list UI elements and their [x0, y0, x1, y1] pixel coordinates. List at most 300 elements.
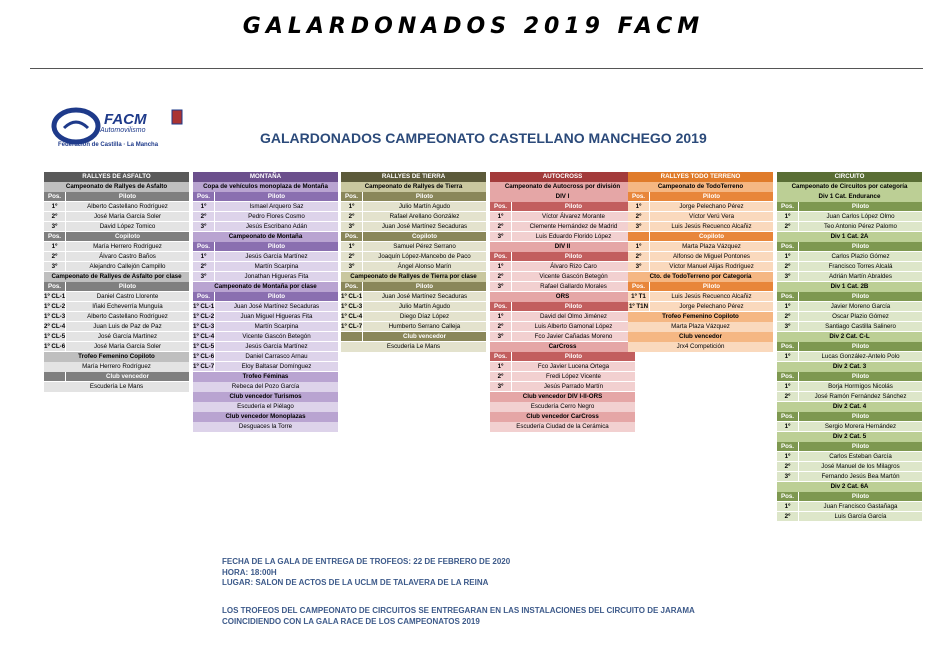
name: Jesús García Martínez	[245, 343, 308, 350]
section-title: DIV II	[490, 242, 635, 252]
name-header: Copiloto	[114, 233, 141, 240]
name: Juan Luis de Paz de Paz	[93, 323, 162, 330]
table-subheader	[44, 192, 189, 202]
name: Borja Hormigos Nicolás	[828, 383, 893, 390]
name: Julio Martín Agudo	[398, 303, 451, 310]
pos-header: Pos.	[777, 372, 799, 381]
position: 2º	[777, 222, 799, 231]
pos-header: Pos.	[490, 302, 512, 311]
position: 1º CL-6	[193, 353, 215, 360]
name-header: Piloto	[267, 293, 286, 300]
name: Humberto Serrano Calleja	[388, 323, 461, 330]
logo-ring	[54, 110, 98, 142]
table-row	[193, 272, 338, 282]
position: 3º	[490, 332, 512, 341]
banner-title: GALARDONADOS 2019 FACM	[242, 14, 705, 39]
name: Luis García García	[834, 513, 887, 520]
name: Vicente Gascón Betegón	[539, 273, 608, 280]
section-title: Campeonato de Rallyes de Tierra por clase	[341, 272, 486, 282]
name: Juan José Martínez Secaduras	[381, 293, 468, 300]
award-value: Escudería Le Mans	[341, 342, 486, 352]
position: 1º CL-2	[44, 303, 66, 310]
table-subheader	[44, 372, 189, 382]
position: 2º	[490, 322, 512, 331]
section-title: Campeonato de Rallyes de Asfalto	[44, 182, 189, 192]
name: Lucas González-Antelo Polo	[821, 353, 900, 360]
name: José Manuel de los Milagros	[821, 463, 900, 470]
pos-header: Pos.	[777, 292, 799, 301]
section-title: Div 2 Cat. 5	[777, 432, 922, 442]
table-row	[628, 202, 773, 212]
table-row	[44, 202, 189, 212]
table-row	[341, 292, 486, 302]
section-title: Club vencedor CarCross	[490, 412, 635, 422]
name: María Herrero Rodríguez	[93, 243, 162, 250]
section-title: Cto. de TodoTerreno por Categoría	[628, 272, 773, 282]
name: Ángel Alonso Marín	[397, 263, 452, 270]
position: 3º	[44, 222, 66, 231]
table-subheader	[193, 242, 338, 252]
section-title: Div 2 Cat. 3	[777, 362, 922, 372]
name: Jorge Pelechano Pérez	[679, 303, 744, 310]
position: 1º	[341, 202, 363, 211]
name: Fernando Jesús Bea Martón	[821, 473, 900, 480]
table-subheader	[341, 232, 486, 242]
logo-crown	[172, 110, 182, 124]
name: David López Tomico	[99, 223, 156, 230]
position: 1º	[341, 242, 363, 251]
column-todoterreno	[628, 172, 773, 352]
position: 1º	[777, 422, 799, 431]
logo-wheel	[64, 122, 88, 128]
table-row	[777, 462, 922, 472]
position: 3º	[777, 472, 799, 481]
position: 1º	[44, 202, 66, 211]
award-value: Escudería Le Mans	[44, 382, 189, 392]
position: 3º	[628, 222, 650, 231]
table-row	[628, 252, 773, 262]
name-header: Copiloto	[698, 233, 725, 240]
table-row	[490, 272, 635, 282]
name: Rafael Arellano González	[389, 213, 460, 220]
table-row	[193, 222, 338, 232]
table-subheader	[777, 442, 922, 452]
table-subheader	[777, 292, 922, 302]
name: Javier Moreno García	[830, 303, 891, 310]
name: José Ramón Fernández Sánchez	[814, 393, 907, 400]
section-title: Campeonato de Montaña por clase	[193, 282, 338, 292]
name: José María García Soler	[93, 343, 162, 350]
gala-venue: LUGAR: SALON DE ACTOS DE LA UCLM DE TALAVERA DE LA REINA	[222, 578, 489, 587]
position: 1º CL-5	[193, 343, 215, 350]
award-value: Escudería Ciudad de la Cerámica	[490, 422, 635, 432]
pos-header: Pos.	[628, 282, 650, 291]
position: 2º	[490, 272, 512, 281]
name: Jesús Parrado Martín	[543, 383, 604, 390]
table-subheader	[341, 332, 486, 342]
pos-header: Pos.	[777, 442, 799, 451]
table-row	[628, 292, 773, 302]
circuit-note-1: LOS TROFEOS DEL CAMPEONATO DE CIRCUITOS SE ENTREGARAN EN LAS INSTALACIONES DEL CIRCUITO DE JARAMA	[222, 606, 695, 615]
table-row	[628, 242, 773, 252]
section-title: ORS	[490, 292, 635, 302]
name: Jonathan Higueras Fita	[244, 273, 309, 280]
name-header: Piloto	[118, 283, 137, 290]
name: Víctor Manuel Alijas Rodríguez	[669, 263, 754, 270]
name: Sergio Morera Hernández	[824, 423, 897, 430]
table-row	[44, 332, 189, 342]
position: 3º	[44, 262, 66, 271]
table-subheader	[628, 232, 773, 242]
pos-header: Pos.	[777, 492, 799, 501]
table-row	[628, 262, 773, 272]
position: 1º CL-6	[44, 343, 66, 350]
position: 1º	[193, 252, 215, 261]
table-row	[777, 472, 922, 482]
table-row	[44, 242, 189, 252]
name-header: Piloto	[564, 353, 583, 360]
pos-header: Pos.	[44, 282, 66, 291]
table-subheader	[777, 372, 922, 382]
name: José García Martínez	[97, 333, 158, 340]
position: 3º	[777, 322, 799, 331]
position: 1º	[777, 252, 799, 261]
name: Carlos Esteban García	[829, 453, 892, 460]
position: 2º	[44, 252, 66, 261]
section-title: Campeonato de Rallyes de Tierra	[341, 182, 486, 192]
pos-header: Pos.	[490, 352, 512, 361]
section-title: Club vencedor Turismos	[193, 392, 338, 402]
table-row	[44, 252, 189, 262]
table-subheader	[341, 192, 486, 202]
position: 3º	[193, 272, 215, 281]
position: 1º CL-2	[193, 313, 215, 320]
name-header: Piloto	[851, 203, 870, 210]
pos-header	[628, 232, 650, 241]
column-header: RALLYES DE TIERRA	[341, 172, 486, 182]
name: Álvaro Rizo Caro	[550, 263, 597, 270]
section-title: Campeonato de Montaña	[193, 232, 338, 242]
table-row	[777, 392, 922, 402]
table-row	[44, 342, 189, 352]
name-header: Piloto	[851, 493, 870, 500]
table-row	[341, 262, 486, 272]
name: Teo Antonio Pérez Palomo	[824, 223, 897, 230]
table-row	[44, 292, 189, 302]
name: Marta Plaza Vázquez	[682, 243, 741, 250]
position: 1º CL-3	[193, 323, 215, 330]
section-title: CarCross	[490, 342, 635, 352]
position: 1º	[777, 212, 799, 221]
section-title: Copa de vehículos monoplaza de Montaña	[193, 182, 338, 192]
section-title: Campeonato de Circuitos por categoría	[777, 182, 922, 192]
column-header: RALLYES TODO TERRENO	[628, 172, 773, 182]
section-title: Div 1 Cat. 2A	[777, 232, 922, 242]
pos-header: Pos.	[490, 202, 512, 211]
table-subheader	[490, 352, 635, 362]
position: 2º	[777, 262, 799, 271]
name: Vicente Gascón Betegón	[242, 333, 311, 340]
pos-header: Pos.	[628, 192, 650, 201]
table-row	[341, 212, 486, 222]
table-row	[341, 312, 486, 322]
position: 3º	[341, 262, 363, 271]
position: 2º	[777, 512, 799, 521]
section-title: Div 2 Cat. 4	[777, 402, 922, 412]
table-row	[193, 202, 338, 212]
position: 1º CL-1	[341, 293, 363, 300]
name-header: Piloto	[564, 253, 583, 260]
table-row	[490, 322, 635, 332]
position: 1º	[777, 502, 799, 511]
page-title: GALARDONADOS CAMPEONATO CASTELLANO MANCHEGO 2019	[260, 130, 707, 146]
column-header: RALLYES DE ASFALTO	[44, 172, 189, 182]
position: 1º T1	[628, 292, 650, 301]
section-title: Trofeo Féminas	[193, 372, 338, 382]
section-title: Div 1 Cat. Endurance	[777, 192, 922, 202]
position: 2º	[777, 462, 799, 471]
position: 1º	[490, 262, 512, 271]
name: Fredi López Vicente	[546, 373, 601, 380]
name: Pedro Flores Cosmo	[248, 213, 305, 220]
position: 1º CL-4	[193, 333, 215, 340]
name: Luis Jesús Recuenco Alcañiz	[671, 293, 752, 300]
table-row	[490, 262, 635, 272]
name: Daniel Carrasco Arnau	[245, 353, 308, 360]
logo-wordmark: FACM	[104, 111, 147, 128]
pos-header: Pos.	[777, 242, 799, 251]
table-row	[44, 312, 189, 322]
award-value: Marta Plaza Vázquez	[628, 322, 773, 332]
column-header: CIRCUITO	[777, 172, 922, 182]
position: 1º CL-7	[341, 323, 363, 330]
name: David del Olmo Jiménez	[539, 313, 608, 320]
section-title: Campeonato de Rallyes de Asfalto por clase	[44, 272, 189, 282]
name: Juan Carlos López Olmo	[826, 213, 895, 220]
table-subheader	[193, 192, 338, 202]
section-title: Div 2 Cat. 6A	[777, 482, 922, 492]
name-header: Piloto	[851, 373, 870, 380]
position: 3º	[341, 222, 363, 231]
table-subheader	[628, 192, 773, 202]
position: 3º	[490, 232, 512, 241]
name: Juan José Martínez Secaduras	[381, 223, 468, 230]
table-row	[341, 222, 486, 232]
award-value: María Herrero Rodríguez	[44, 362, 189, 372]
award-value: Rebeca del Pozo García	[193, 382, 338, 392]
name: Luis Alberto Gamonal López	[534, 323, 613, 330]
name: Alberto Castellano Rodríguez	[87, 203, 168, 210]
table-row	[193, 212, 338, 222]
pos-header: Pos.	[44, 232, 66, 241]
table-row	[777, 262, 922, 272]
table-row	[193, 302, 338, 312]
table-row	[777, 452, 922, 462]
name: Samuel Pérez Serrano	[393, 243, 456, 250]
pos-header: Pos.	[341, 282, 363, 291]
section-title: Club vencedor	[628, 332, 773, 342]
table-row	[193, 312, 338, 322]
name: Rafael Gallardo Morales	[540, 283, 607, 290]
table-row	[341, 322, 486, 332]
name: Luis Eduardo Florido López	[535, 233, 612, 240]
table-row	[341, 242, 486, 252]
section-title: Div 1 Cat. 2B	[777, 282, 922, 292]
name-header: Copiloto	[411, 233, 438, 240]
name: Martín Scarpina	[254, 263, 299, 270]
name: Alfonso de Miguel Pontones	[672, 253, 751, 260]
position: 1º CL-1	[193, 303, 215, 310]
name-header: Club vencedor	[403, 333, 446, 340]
circuit-note-2: COINCIDIENDO CON LA GALA RACE DE LOS CAMPEONATOS 2019	[222, 617, 480, 626]
name-header: Piloto	[702, 283, 721, 290]
column-header: MONTAÑA	[193, 172, 338, 182]
position: 1º	[628, 242, 650, 251]
position: 2º	[628, 212, 650, 221]
position: 1º	[490, 312, 512, 321]
pos-header: Pos.	[490, 252, 512, 261]
name-header: Piloto	[564, 303, 583, 310]
table-row	[44, 302, 189, 312]
name: Víctor Verú Vera	[688, 213, 735, 220]
name: Juan Miguel Higueras Fita	[240, 313, 313, 320]
position: 2º	[777, 312, 799, 321]
table-row	[777, 312, 922, 322]
pos-header: Pos.	[44, 192, 66, 201]
name: Julio Martín Agudo	[398, 203, 451, 210]
table-row	[777, 252, 922, 262]
pos-header	[44, 372, 66, 381]
name-header: Piloto	[702, 193, 721, 200]
section-title: Trofeo Femenino Copiloto	[44, 352, 189, 362]
logo-subtitle: Automovilismo	[100, 127, 146, 134]
name: Jesús Escribano Adán	[245, 223, 308, 230]
section-title: Div 2 Cat. C-L	[777, 332, 922, 342]
table-row	[193, 252, 338, 262]
name: Alberto Castellano Rodríguez	[87, 313, 168, 320]
column-tierra	[341, 172, 486, 352]
table-row	[193, 342, 338, 352]
name-header: Piloto	[415, 283, 434, 290]
name: Iñaki Echeverría Munguía	[92, 303, 163, 310]
table-row	[490, 362, 635, 372]
position: 2º	[628, 252, 650, 261]
table-row	[490, 312, 635, 322]
position: 3º	[490, 282, 512, 291]
table-subheader	[44, 232, 189, 242]
position: 3º	[490, 382, 512, 391]
name: Jorge Pelechano Pérez	[679, 203, 744, 210]
position: 1º CL-4	[341, 313, 363, 320]
section-title: Club vencedor DIV I-II-ORS	[490, 392, 635, 402]
position: 1º	[777, 452, 799, 461]
pos-header: Pos.	[777, 412, 799, 421]
table-row	[44, 222, 189, 232]
name: Adrián Martín Abraldes	[829, 273, 892, 280]
table-subheader	[490, 202, 635, 212]
name-header: Piloto	[415, 193, 434, 200]
position: 1º CL-3	[44, 313, 66, 320]
section-title: DIV I	[490, 192, 635, 202]
position: 1º T1N	[628, 303, 649, 310]
name: Joaquín López-Mancebo de Paco	[378, 253, 471, 260]
name: José María García Soler	[93, 213, 162, 220]
gala-time: HORA: 18:00H	[222, 568, 277, 577]
table-row	[777, 302, 922, 312]
table-row	[193, 362, 338, 372]
position: 1º	[44, 242, 66, 251]
table-subheader	[777, 242, 922, 252]
name: Jesús García Martínez	[245, 253, 308, 260]
position: 2º	[341, 212, 363, 221]
table-subheader	[628, 282, 773, 292]
table-row	[44, 262, 189, 272]
table-row	[777, 502, 922, 512]
position: 1º	[777, 352, 799, 361]
position: 1º	[193, 202, 215, 211]
table-subheader	[490, 302, 635, 312]
name: Santiago Castilla Salinero	[825, 323, 896, 330]
position: 2º	[490, 222, 512, 231]
award-value: Jrx4 Competición	[628, 342, 773, 352]
name-header: Piloto	[118, 193, 137, 200]
position: 2º CL-4	[44, 323, 66, 330]
table-row	[193, 332, 338, 342]
position: 1º	[628, 202, 650, 211]
table-row	[490, 232, 635, 242]
name: Fco Javier Cañadas Moreno	[534, 333, 613, 340]
table-subheader	[777, 342, 922, 352]
table-row	[193, 262, 338, 272]
column-header: AUTOCROSS	[490, 172, 635, 182]
table-subheader	[341, 282, 486, 292]
pos-header: Pos.	[193, 192, 215, 201]
logo-federation: Federación de Castilla · La Mancha	[58, 142, 159, 148]
position: 1º CL-5	[44, 333, 66, 340]
name: Oscar Plazio Gómez	[832, 313, 889, 320]
name: Juan José Martínez Secaduras	[233, 303, 320, 310]
pos-header: Pos.	[777, 202, 799, 211]
table-row	[44, 322, 189, 332]
name: Ismael Arquero Saz	[249, 203, 304, 210]
table-row	[490, 222, 635, 232]
pos-header: Pos.	[341, 192, 363, 201]
award-value: Escudería el Piélago	[193, 402, 338, 412]
award-value: Escudería Cerro Negro	[490, 402, 635, 412]
name: Álvaro Castro Baños	[99, 253, 156, 260]
position: 3º	[628, 262, 650, 271]
pos-header: Pos.	[777, 342, 799, 351]
table-subheader	[777, 202, 922, 212]
award-value: Desguaces la Torre	[193, 422, 338, 432]
position: 1º	[777, 382, 799, 391]
name: Fco Javier Lucena Ortega	[537, 363, 610, 370]
position: 2º	[193, 212, 215, 221]
position: 1º	[490, 362, 512, 371]
name: Alejandro Callejón Campillo	[89, 263, 166, 270]
column-montana	[193, 172, 338, 432]
name: Carlos Plazio Gómez	[831, 253, 890, 260]
name: Juan Francisco Gastañaga	[823, 503, 898, 510]
name: Daniel Castro Llorente	[96, 293, 159, 300]
name: Martín Scarpina	[254, 323, 299, 330]
name-header: Piloto	[564, 203, 583, 210]
table-row	[777, 212, 922, 222]
name-header: Club vencedor	[106, 373, 149, 380]
section-title: Club vencedor Monoplazas	[193, 412, 338, 422]
name-header: Piloto	[851, 443, 870, 450]
position: 1º	[490, 212, 512, 221]
